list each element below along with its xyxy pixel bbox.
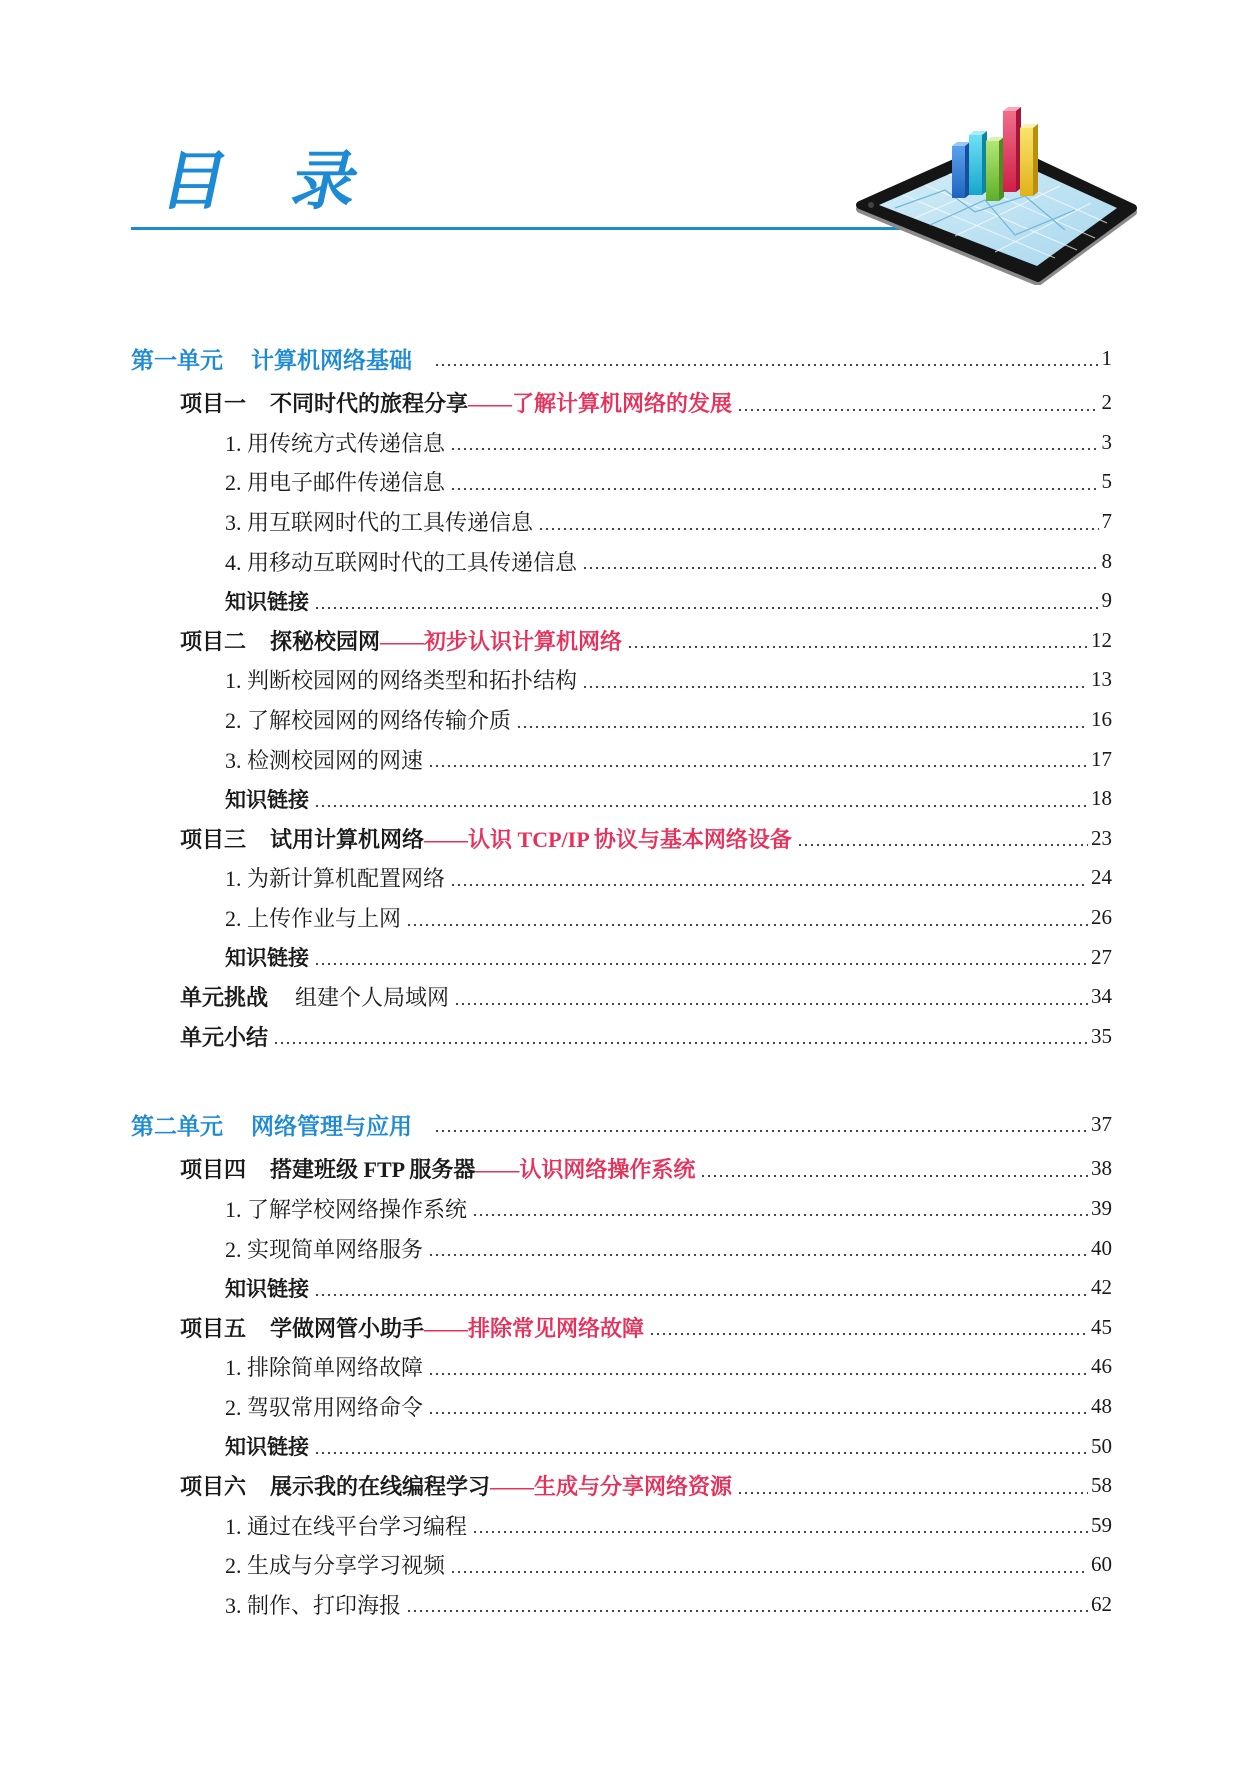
entry-title: 探秘校园网 (270, 628, 381, 654)
project-entry (131, 621, 1112, 661)
page-number: 35 (1091, 1023, 1112, 1048)
page-number: 1 (1101, 345, 1112, 370)
page-number: 23 (1091, 825, 1112, 850)
page-number: 60 (1091, 1552, 1112, 1577)
knowledge-link-entry (131, 581, 1112, 621)
leader-dots (450, 447, 1098, 451)
page-number: 40 (1091, 1235, 1112, 1260)
page-number: 48 (1091, 1393, 1112, 1418)
leader-dots (797, 843, 1088, 847)
section-entry (131, 462, 1112, 502)
bar-chart-graphic (952, 107, 1038, 201)
entry-title: 不同时代的旅程分享 (270, 391, 469, 417)
entry-title: 3. 检测校园网的网速 (225, 747, 424, 773)
entry-title: 4. 用移动互联网时代的工具传递信息 (225, 549, 578, 575)
page-number: 5 (1101, 469, 1112, 494)
entry-title: 学做网管小助手 (270, 1315, 425, 1341)
entry-subtitle: ——认识网络操作系统 (475, 1157, 696, 1183)
leader-dots (314, 606, 1099, 610)
leader-dots (314, 1293, 1088, 1297)
entry-title: 搭建班级 FTP 服务器 (270, 1157, 476, 1183)
entry-title: 1. 为新计算机配置网络 (225, 866, 446, 892)
entry-subtitle: ——认识 TCP/IP 协议与基本网络设备 (424, 826, 792, 852)
knowledge-link-entry (131, 937, 1112, 977)
page-number: 13 (1091, 667, 1112, 692)
leader-dots (314, 804, 1088, 808)
section-entry (131, 858, 1112, 898)
leader-dots (454, 1002, 1088, 1006)
page-number: 39 (1091, 1195, 1112, 1220)
page-number: 34 (1091, 984, 1112, 1009)
page-number: 42 (1091, 1275, 1112, 1300)
entry-label: 项目二 (180, 628, 247, 654)
entry-title: 2. 生成与分享学习视频 (225, 1553, 446, 1579)
page-number: 2 (1101, 390, 1112, 415)
page-number: 7 (1101, 509, 1112, 534)
knowledge-link-entry (131, 779, 1112, 819)
page-number: 9 (1101, 588, 1112, 613)
leader-dots (450, 1570, 1088, 1574)
unit-title: 网络管理与应用 (251, 1112, 412, 1139)
entry-title: 2. 驾驭常用网络命令 (225, 1394, 424, 1420)
section-entry (131, 898, 1112, 938)
entry-title: 1. 了解学校网络操作系统 (225, 1196, 468, 1222)
page-number: 8 (1101, 548, 1112, 573)
leader-dots (406, 1609, 1088, 1613)
section-entry (131, 660, 1112, 700)
section-entry (131, 1545, 1112, 1585)
section-entry (131, 700, 1112, 740)
entry-subtitle: ——排除常见网络故障 (424, 1315, 645, 1341)
unit-heading (131, 338, 1112, 378)
entry-title: 知识链接 (225, 1277, 309, 1301)
entry-title: 知识链接 (225, 788, 309, 812)
entry-label: 单元挑战 (180, 985, 269, 1011)
leader-dots (428, 1372, 1088, 1376)
entry-title: 1. 用传统方式传递信息 (225, 430, 446, 456)
page-number: 26 (1091, 905, 1112, 930)
page-number: 17 (1091, 746, 1112, 771)
title-underline (131, 227, 909, 230)
leader-dots (472, 1530, 1088, 1534)
unit-label: 第二单元 (131, 1112, 223, 1139)
section-entry (131, 1228, 1112, 1268)
project-entry (131, 1149, 1112, 1189)
entry-label: 项目五 (180, 1315, 247, 1341)
entry-label: 项目四 (180, 1157, 247, 1183)
leader-dots (273, 1041, 1088, 1045)
page-number: 58 (1091, 1473, 1112, 1498)
section-entry (131, 1189, 1112, 1229)
leader-dots (428, 764, 1088, 768)
leader-dots (406, 923, 1088, 927)
page-number: 50 (1091, 1433, 1112, 1458)
leader-dots (737, 1491, 1088, 1495)
bar-blue (952, 142, 970, 198)
entry-title: 单元小结 (180, 1024, 269, 1050)
tablet-bar-chart-illustration (855, 100, 1140, 285)
bar-green (986, 137, 1004, 201)
unit-section (131, 338, 1112, 1056)
leader-dots (428, 1253, 1088, 1257)
section-entry (131, 739, 1112, 779)
leader-dots (428, 1411, 1088, 1415)
table-of-contents (131, 338, 1112, 1624)
section-entry (131, 1505, 1112, 1545)
leader-dots (700, 1174, 1088, 1178)
section-entry (131, 1387, 1112, 1427)
unit-title: 计算机网络基础 (251, 346, 412, 373)
section-entry (131, 1585, 1112, 1625)
entry-subtitle: ——生成与分享网络资源 (490, 1474, 733, 1500)
page-number: 38 (1091, 1156, 1112, 1181)
leader-dots (314, 1451, 1088, 1455)
entry-subtitle: ——初步认识计算机网络 (380, 628, 623, 654)
section-entry (131, 423, 1112, 463)
unit-challenge-entry (131, 977, 1112, 1017)
leader-dots (582, 566, 1098, 570)
unit-section (131, 1104, 1112, 1624)
entry-title: 知识链接 (225, 947, 309, 971)
page-number: 16 (1091, 707, 1112, 732)
leader-dots (538, 527, 1098, 531)
leader-dots (737, 408, 1098, 412)
leader-dots (314, 962, 1088, 966)
knowledge-link-entry (131, 1268, 1112, 1308)
entry-label: 项目三 (180, 826, 247, 852)
entry-title: 3. 用互联网时代的工具传递信息 (225, 510, 534, 536)
page-number: 12 (1091, 627, 1112, 652)
leader-dots (434, 363, 1099, 367)
project-entry (131, 1307, 1112, 1347)
entry-title: 组建个人局域网 (295, 985, 450, 1011)
entry-title: 2. 实现简单网络服务 (225, 1236, 424, 1262)
page-number: 24 (1091, 865, 1112, 890)
leader-dots (582, 685, 1088, 689)
page-number: 3 (1101, 429, 1112, 454)
entry-title: 1. 排除简单网络故障 (225, 1355, 424, 1381)
section-entry (131, 1347, 1112, 1387)
leader-dots (434, 1129, 1088, 1133)
bar-yellow (1020, 124, 1038, 196)
section-entry (131, 541, 1112, 581)
page-title: 目 录 (154, 145, 387, 219)
page-number: 37 (1091, 1111, 1112, 1136)
leader-dots (649, 1332, 1088, 1336)
page-number: 45 (1091, 1314, 1112, 1339)
project-entry (131, 383, 1112, 423)
unit-heading (131, 1104, 1112, 1144)
home-button-icon (868, 202, 874, 208)
project-entry (131, 1466, 1112, 1506)
entry-title: 知识链接 (225, 590, 309, 614)
leader-dots (450, 487, 1098, 491)
project-entry (131, 819, 1112, 859)
entry-label: 项目六 (180, 1474, 247, 1500)
page-number: 59 (1091, 1512, 1112, 1537)
unit-label: 第一单元 (131, 346, 223, 373)
unit-summary-entry (131, 1017, 1112, 1057)
page-number: 18 (1091, 786, 1112, 811)
entry-label: 项目一 (180, 391, 247, 417)
entry-title: 2. 上传作业与上网 (225, 906, 402, 932)
page-number: 46 (1091, 1354, 1112, 1379)
entry-title: 3. 制作、打印海报 (225, 1592, 402, 1618)
leader-dots (627, 645, 1088, 649)
section-entry (131, 502, 1112, 542)
entry-title: 2. 用电子邮件传递信息 (225, 470, 446, 496)
knowledge-link-entry (131, 1426, 1112, 1466)
entry-title: 试用计算机网络 (270, 826, 425, 852)
entry-title: 2. 了解校园网的网络传输介质 (225, 708, 512, 734)
bar-red (1003, 107, 1021, 192)
page-number: 27 (1091, 944, 1112, 969)
leader-dots (516, 725, 1088, 729)
entry-title: 1. 判断校园网的网络类型和拓扑结构 (225, 668, 578, 694)
bar-cyan (969, 131, 987, 195)
entry-subtitle: ——了解计算机网络的发展 (468, 391, 733, 417)
entry-title: 1. 通过在线平台学习编程 (225, 1513, 468, 1539)
entry-title: 知识链接 (225, 1436, 309, 1460)
leader-dots (472, 1213, 1088, 1217)
page-number: 62 (1091, 1591, 1112, 1616)
leader-dots (450, 883, 1088, 887)
entry-title: 展示我的在线编程学习 (270, 1474, 491, 1500)
